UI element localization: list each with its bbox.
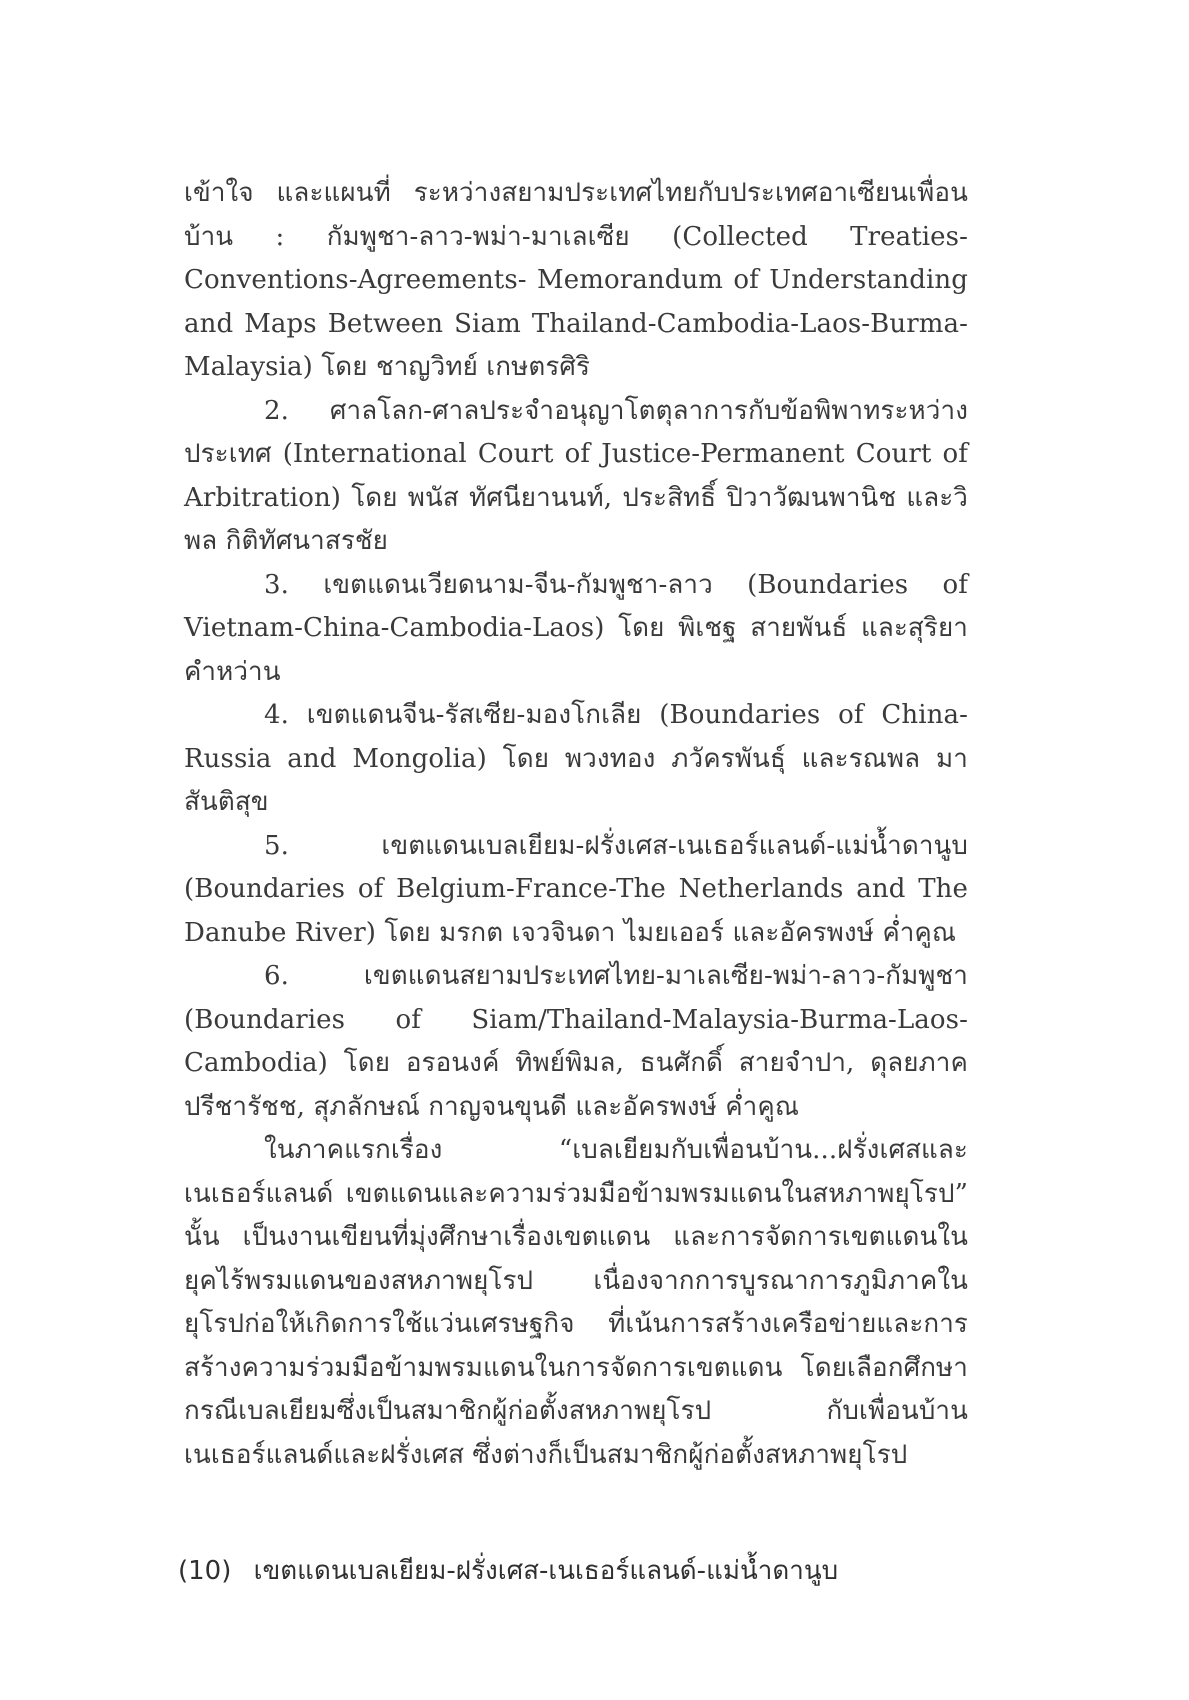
list-item-4: 4. เขตแดนจีน-รัสเซีย-มองโกเลีย (Boundaries of China-Russia and Mongolia) โดย พวงทอง ภวัครพันธุ์ และรณพล มาสันติสุข	[184, 700, 968, 817]
running-title: เขตแดนเบลเยียม-ฝรั่งเศส-เนเธอร์แลนด์-แม่น้ำดานูบ	[253, 1556, 839, 1586]
body-paragraph: ในภาคแรกเรื่อง “เบลเยียมกับเพื่อนบ้าน...ฝรั่งเศสและเนเธอร์แลนด์ เขตแดนและความร่วมมือข้ามพรมแดนในสหภาพยุโรป” นั้น เป็นงานเขียนที่มุ่งศึกษาเรื่องเขตแดน และการจัดการเขตแดนในยุคไร้พรมแดนของสหภาพยุโรป เนื่องจากการบูรณาการภูมิภาคในยุโรปก่อให้เกิดการใช้แว่นเศรษฐกิจ ที่เน้นการสร้างเครือข่ายและการสร้างความร่วมมือข้ามพรมแดนในการจัดการเขตแดน โดยเลือกศึกษากรณีเบลเยียมซึ่งเป็นสมาชิกผู้ก่อตั้งสหภาพยุโรป กับเพื่อนบ้านเนเธอร์แลนด์และฝรั่งเศส ซึ่งต่างก็เป็นสมาชิกผู้ก่อตั้งสหภาพยุโรป	[184, 1135, 968, 1470]
list-item-5: 5. เขตแดนเบลเยียม-ฝรั่งเศส-เนเธอร์แลนด์-แม่น้ำดานูบ (Boundaries of Belgium-France-The Netherlands and The Danube River) โดย มรกต เจวจินดา ไมยเออร์ และอัครพงษ์ ค่ำคูณ	[184, 830, 968, 948]
list-item-2: 2. ศาลโลก-ศาลประจำอนุญาโตตุลาการกับข้อพิพาทระหว่างประเทศ (International Court of Justice-Permanent Court of Arbitration) โดย พนัส ทัศนียานนท์, ประสิทธิ์ ปิวาวัฒนพานิช และวิพล กิติทัศนาสรชัย	[184, 395, 968, 556]
page-body	[184, 172, 968, 1512]
list-item-3: 3. เขตแดนเวียดนาม-จีน-กัมพูชา-ลาว (Boundaries of Vietnam-China-Cambodia-Laos) โดย พิเชฐ สายพันธ์ และสุริยา คำหว่าน	[184, 569, 968, 687]
page-number: (10)	[178, 1556, 232, 1586]
list-item-6: 6. เขตแดนสยามประเทศไทย-มาเลเซีย-พม่า-ลาว-กัมพูชา (Boundaries of Siam/Thailand-Malaysia-Burma-Laos-Cambodia) โดย อรอนงค์ ทิพย์พิมล, ธนศักดิ์ สายจำปา, ดุลยภาค ปรีชารัชช, สุภลักษณ์ กาญจนขุนดี และอัครพงษ์ ค่ำคูณ	[184, 961, 968, 1122]
page-footer	[178, 1550, 978, 1591]
continued-paragraph: เข้าใจ และแผนที่ ระหว่างสยามประเทศไทยกับประเทศอาเซียนเพื่อนบ้าน : กัมพูชา-ลาว-พม่า-มาเลเซีย (Collected Treaties-Conventions-Agreements- Memorandum of Understanding and Maps Between Siam Thailand-Cambodia-Laos-Burma-Malaysia) โดย ชาญวิทย์ เกษตรศิริ	[184, 178, 968, 382]
